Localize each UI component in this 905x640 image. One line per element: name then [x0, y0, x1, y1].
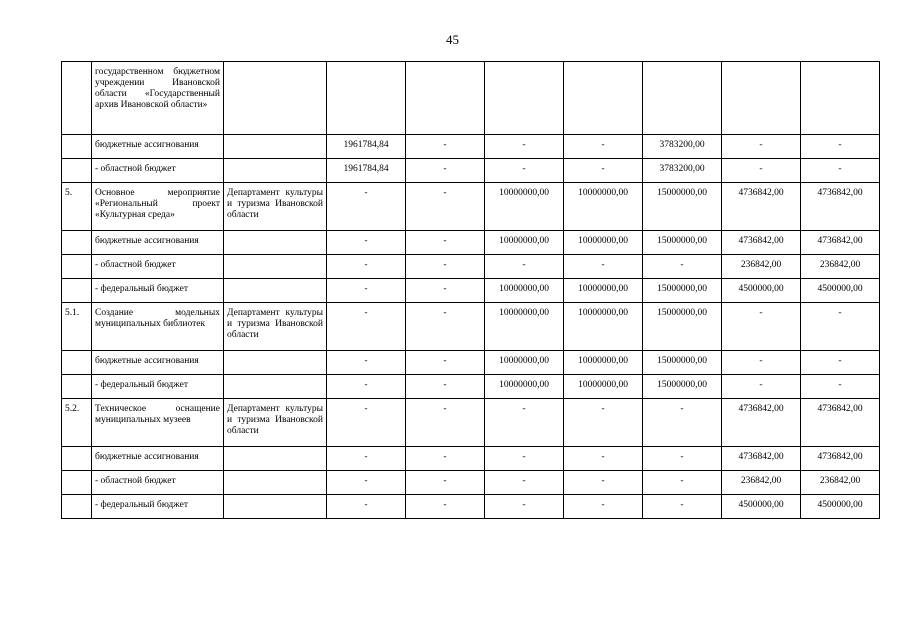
value-cell-year-6: 4736842,00 — [722, 447, 801, 471]
value-cell-year-6 — [722, 62, 801, 135]
row-number-cell — [62, 447, 92, 471]
executor-cell — [224, 351, 327, 375]
value-cell-year-1 — [327, 62, 406, 135]
value-cell-year-7: - — [801, 135, 880, 159]
item-name-cell: - федеральный бюджет — [92, 279, 224, 303]
value-cell-year-2: - — [406, 231, 485, 255]
executor-cell — [224, 495, 327, 519]
value-cell-year-2: - — [406, 135, 485, 159]
value-cell-year-1: - — [327, 351, 406, 375]
value-cell-year-7: 236842,00 — [801, 471, 880, 495]
value-cell-year-3 — [485, 62, 564, 135]
value-cell-year-7: 4736842,00 — [801, 183, 880, 231]
value-cell-year-5: - — [643, 471, 722, 495]
value-cell-year-1: - — [327, 255, 406, 279]
value-cell-year-1: - — [327, 495, 406, 519]
value-cell-year-5: 3783200,00 — [643, 159, 722, 183]
value-cell-year-6: 4500000,00 — [722, 279, 801, 303]
value-cell-year-4: - — [564, 495, 643, 519]
item-name-cell: - федеральный бюджет — [92, 495, 224, 519]
value-cell-year-7: 4500000,00 — [801, 495, 880, 519]
item-name-cell: бюджетные ассигнования — [92, 447, 224, 471]
row-number-cell — [62, 255, 92, 279]
value-cell-year-4 — [564, 62, 643, 135]
value-cell-year-4: - — [564, 471, 643, 495]
value-cell-year-3: 10000000,00 — [485, 279, 564, 303]
value-cell-year-7: - — [801, 159, 880, 183]
value-cell-year-1: - — [327, 231, 406, 255]
value-cell-year-6: 236842,00 — [722, 255, 801, 279]
executor-cell: Департамент культуры и туризма Ивановской области — [224, 399, 327, 447]
value-cell-year-3: 10000000,00 — [485, 375, 564, 399]
row-number-cell — [62, 159, 92, 183]
value-cell-year-3: - — [485, 159, 564, 183]
value-cell-year-7: 4736842,00 — [801, 399, 880, 447]
value-cell-year-4: - — [564, 255, 643, 279]
row-number-cell: 5.1. — [62, 303, 92, 351]
value-cell-year-2: - — [406, 471, 485, 495]
value-cell-year-2: - — [406, 375, 485, 399]
value-cell-year-5: 15000000,00 — [643, 375, 722, 399]
value-cell-year-6: - — [722, 159, 801, 183]
value-cell-year-2: - — [406, 303, 485, 351]
table-row — [62, 183, 880, 231]
table-row — [62, 303, 880, 351]
value-cell-year-3: - — [485, 399, 564, 447]
value-cell-year-3: 10000000,00 — [485, 183, 564, 231]
value-cell-year-5: - — [643, 399, 722, 447]
item-name-cell: Техническое оснащение муниципальных музеев — [92, 399, 224, 447]
table-row — [62, 279, 880, 303]
value-cell-year-2: - — [406, 255, 485, 279]
value-cell-year-5: - — [643, 255, 722, 279]
value-cell-year-3: - — [485, 447, 564, 471]
table-row — [62, 471, 880, 495]
value-cell-year-7: - — [801, 375, 880, 399]
value-cell-year-5: 3783200,00 — [643, 135, 722, 159]
executor-cell — [224, 375, 327, 399]
item-name-cell: - федеральный бюджет — [92, 375, 224, 399]
value-cell-year-2 — [406, 62, 485, 135]
value-cell-year-1: - — [327, 303, 406, 351]
value-cell-year-3: 10000000,00 — [485, 231, 564, 255]
row-number-cell: 5.2. — [62, 399, 92, 447]
value-cell-year-5: 15000000,00 — [643, 183, 722, 231]
item-name-cell: - областной бюджет — [92, 471, 224, 495]
value-cell-year-2: - — [406, 279, 485, 303]
executor-cell — [224, 279, 327, 303]
value-cell-year-2: - — [406, 447, 485, 471]
value-cell-year-6: - — [722, 303, 801, 351]
table-row — [62, 255, 880, 279]
row-number-cell — [62, 351, 92, 375]
executor-cell: Департамент культуры и туризма Ивановской области — [224, 183, 327, 231]
value-cell-year-5: 15000000,00 — [643, 351, 722, 375]
value-cell-year-5: - — [643, 495, 722, 519]
table-row — [62, 62, 880, 135]
table-row — [62, 399, 880, 447]
row-number-cell: 5. — [62, 183, 92, 231]
value-cell-year-6: - — [722, 135, 801, 159]
value-cell-year-3: - — [485, 471, 564, 495]
value-cell-year-5: 15000000,00 — [643, 279, 722, 303]
table-row — [62, 231, 880, 255]
table-row — [62, 135, 880, 159]
item-name-cell: Основное мероприятие «Региональный проект «Культурная среда» — [92, 183, 224, 231]
value-cell-year-7 — [801, 62, 880, 135]
table-row — [62, 159, 880, 183]
page-number: 45 — [446, 32, 459, 47]
value-cell-year-1: 1961784,84 — [327, 159, 406, 183]
executor-cell: Департамент культуры и туризма Ивановской области — [224, 303, 327, 351]
value-cell-year-1: - — [327, 447, 406, 471]
table-body — [62, 62, 880, 519]
executor-cell — [224, 447, 327, 471]
item-name-cell: бюджетные ассигнования — [92, 135, 224, 159]
value-cell-year-5 — [643, 62, 722, 135]
value-cell-year-1: - — [327, 183, 406, 231]
value-cell-year-7: - — [801, 303, 880, 351]
value-cell-year-6: 4736842,00 — [722, 183, 801, 231]
value-cell-year-2: - — [406, 399, 485, 447]
row-number-cell — [62, 62, 92, 135]
value-cell-year-4: - — [564, 159, 643, 183]
row-number-cell — [62, 135, 92, 159]
table-row — [62, 375, 880, 399]
executor-cell — [224, 135, 327, 159]
item-name-cell: бюджетные ассигнования — [92, 351, 224, 375]
value-cell-year-1: - — [327, 279, 406, 303]
value-cell-year-4: 10000000,00 — [564, 279, 643, 303]
value-cell-year-1: - — [327, 471, 406, 495]
table-row — [62, 447, 880, 471]
item-name-cell: государственном бюджетном учреждении Ивановской области «Государственный архив Ивановской области» — [92, 62, 224, 135]
value-cell-year-6: - — [722, 351, 801, 375]
value-cell-year-4: - — [564, 399, 643, 447]
item-name-cell: - областной бюджет — [92, 255, 224, 279]
value-cell-year-4: 10000000,00 — [564, 351, 643, 375]
value-cell-year-7: 4500000,00 — [801, 279, 880, 303]
value-cell-year-4: 10000000,00 — [564, 231, 643, 255]
executor-cell — [224, 159, 327, 183]
value-cell-year-5: 15000000,00 — [643, 303, 722, 351]
value-cell-year-6: - — [722, 375, 801, 399]
value-cell-year-6: 4736842,00 — [722, 399, 801, 447]
value-cell-year-7: 4736842,00 — [801, 231, 880, 255]
value-cell-year-2: - — [406, 351, 485, 375]
value-cell-year-2: - — [406, 159, 485, 183]
value-cell-year-6: 4736842,00 — [722, 231, 801, 255]
table-row — [62, 351, 880, 375]
executor-cell — [224, 62, 327, 135]
value-cell-year-3: 10000000,00 — [485, 351, 564, 375]
item-name-cell: бюджетные ассигнования — [92, 231, 224, 255]
executor-cell — [224, 231, 327, 255]
value-cell-year-2: - — [406, 183, 485, 231]
row-number-cell — [62, 279, 92, 303]
row-number-cell — [62, 471, 92, 495]
value-cell-year-5: - — [643, 447, 722, 471]
value-cell-year-1: 1961784,84 — [327, 135, 406, 159]
row-number-cell — [62, 495, 92, 519]
value-cell-year-3: 10000000,00 — [485, 303, 564, 351]
value-cell-year-2: - — [406, 495, 485, 519]
value-cell-year-7: - — [801, 351, 880, 375]
value-cell-year-4: 10000000,00 — [564, 375, 643, 399]
value-cell-year-5: 15000000,00 — [643, 231, 722, 255]
value-cell-year-4: - — [564, 447, 643, 471]
value-cell-year-4: 10000000,00 — [564, 303, 643, 351]
value-cell-year-1: - — [327, 375, 406, 399]
value-cell-year-6: 236842,00 — [722, 471, 801, 495]
executor-cell — [224, 471, 327, 495]
value-cell-year-3: - — [485, 135, 564, 159]
value-cell-year-3: - — [485, 495, 564, 519]
item-name-cell: - областной бюджет — [92, 159, 224, 183]
executor-cell — [224, 255, 327, 279]
value-cell-year-7: 4736842,00 — [801, 447, 880, 471]
value-cell-year-6: 4500000,00 — [722, 495, 801, 519]
row-number-cell — [62, 231, 92, 255]
item-name-cell: Создание модельных муниципальных библиотек — [92, 303, 224, 351]
table-row — [62, 495, 880, 519]
value-cell-year-4: - — [564, 135, 643, 159]
row-number-cell — [62, 375, 92, 399]
value-cell-year-3: - — [485, 255, 564, 279]
value-cell-year-1: - — [327, 399, 406, 447]
value-cell-year-7: 236842,00 — [801, 255, 880, 279]
value-cell-year-4: 10000000,00 — [564, 183, 643, 231]
budget-table — [61, 61, 880, 519]
